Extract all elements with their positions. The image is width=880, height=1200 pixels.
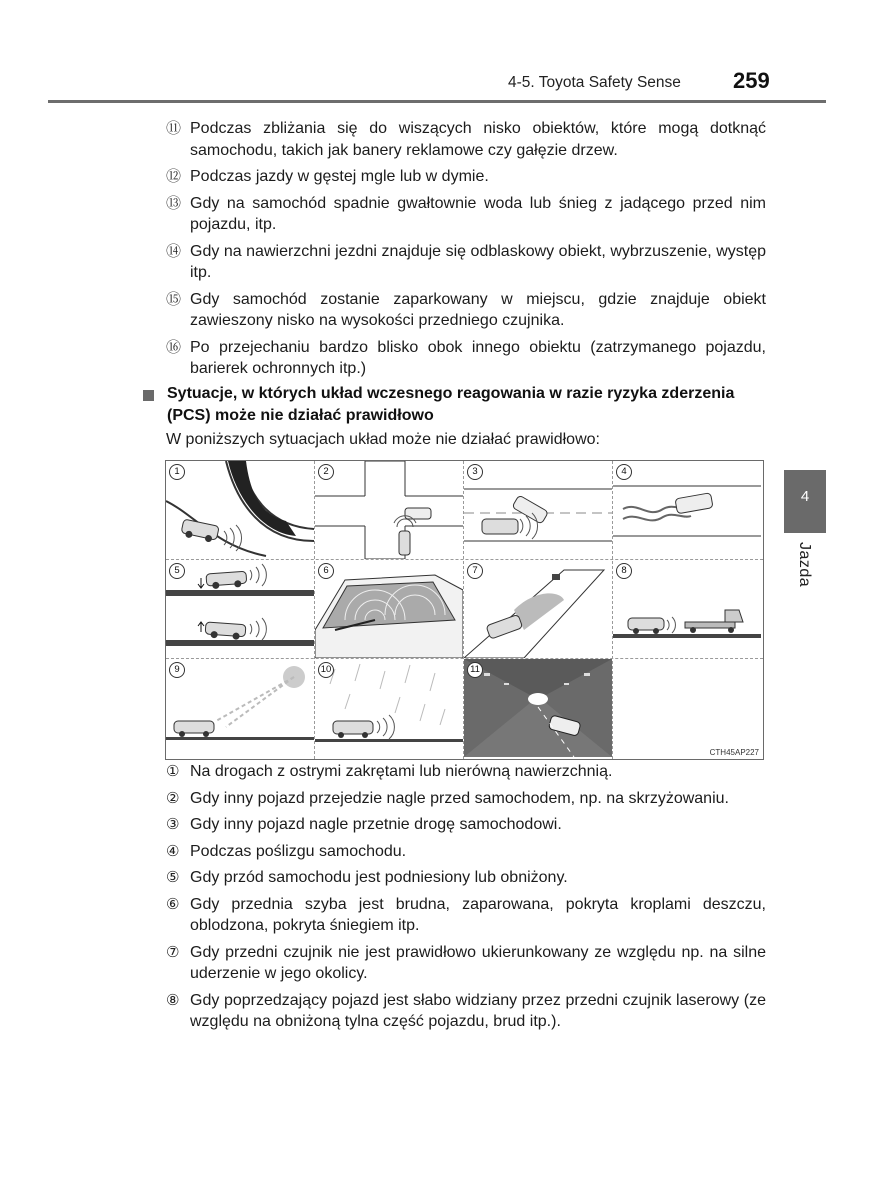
- item-number: ⑯: [166, 338, 182, 356]
- panel-10-bad-weather-illustration: [315, 659, 463, 757]
- item-text: Gdy na samochód spadnie gwałtownie woda lub śnieg z jadącego przed nim pojazdu, itp.: [190, 194, 766, 233]
- item-number: ⑫: [166, 168, 182, 185]
- panel-number: 7: [467, 563, 483, 579]
- panel-4-skid-illustration: [613, 461, 761, 559]
- item-number: ②: [166, 789, 180, 807]
- item-number: ⑭: [166, 242, 182, 260]
- item-text: Gdy poprzedzający pojazd jest słabo widziany przez przedni czujnik laserowy (ze względu na obniżoną tylna część pojazdu, brud itp.).: [190, 991, 766, 1030]
- item-number: ⑤: [166, 869, 180, 886]
- list-item: [166, 193, 766, 236]
- panel-6-windshield-illustration: [315, 560, 463, 658]
- panel-number: 9: [169, 662, 185, 678]
- panel-number: 4: [616, 464, 632, 480]
- header-rule: [48, 100, 826, 103]
- panel-number: 6: [318, 563, 334, 579]
- list-item: [166, 867, 766, 889]
- item-number: ⑥: [166, 895, 180, 913]
- item-number: ①: [166, 763, 180, 780]
- list-item: [166, 894, 766, 937]
- list-item: [166, 166, 766, 188]
- list-item: [166, 942, 766, 985]
- item-number: ⑮: [166, 290, 182, 308]
- item-text: Gdy inny pojazd przejedzie nagle przed samochodem, np. na skrzyżowaniu.: [190, 789, 729, 807]
- panel-7-sensor-misaligned-illustration: [464, 560, 612, 658]
- chapter-tab: [784, 470, 826, 533]
- item-number: ④: [166, 842, 180, 860]
- list-item: [166, 814, 766, 836]
- list-item: [166, 990, 766, 1033]
- panel-11-tunnel-illustration: [464, 659, 612, 757]
- list-item: [166, 788, 766, 810]
- list-item: [166, 241, 766, 284]
- section-heading-text: Sytuacje, w których układ wczesnego reagowania w razie ryzyka zderzenia (PCS) może nie działać prawidłowo: [167, 385, 735, 424]
- panel-2-intersection-illustration: [315, 461, 463, 559]
- item-text: Na drogach z ostrymi zakrętami lub nierówną nawierzchnią.: [190, 763, 613, 780]
- panel-number: 10: [318, 662, 334, 678]
- chapter-label: Jazda: [796, 542, 813, 588]
- item-text: Gdy na nawierzchni jezdni znajduje się odblaskowy obiekt, wybrzuszenie, występ itp.: [190, 242, 766, 281]
- item-text: Gdy przednia szyba jest brudna, zaparowana, pokryta kroplami deszczu, oblodzona, pokryta śniegiem itp.: [190, 895, 766, 934]
- list-item: [166, 289, 766, 332]
- section-heading: [143, 383, 765, 426]
- item-number: ③: [166, 816, 180, 833]
- panel-5-raised-lowered-illustration: [166, 560, 314, 658]
- item-number: ⑧: [166, 991, 180, 1009]
- list-item: [166, 337, 766, 380]
- list-item: [166, 118, 766, 161]
- item-text: Podczas zbliżania się do wiszących nisko obiektów, które mogą dotknąć samochodu, takich jak banery reklamowe czy gałęzie drzew.: [190, 120, 766, 159]
- panel-8-truck-ahead-illustration: [613, 560, 761, 658]
- item-text: Gdy inny pojazd nagle przetnie drogę samochodowi.: [190, 816, 562, 833]
- chapter-number: 4: [800, 488, 810, 505]
- panel-number: 8: [616, 563, 632, 579]
- item-text: Podczas poślizgu samochodu.: [190, 842, 407, 860]
- item-text: Gdy samochód zostanie zaparkowany w miejscu, gdzie znajduje obiekt zawieszony nisko na wysokości przedniego czujnika.: [190, 290, 766, 329]
- panel-number: 5: [169, 563, 185, 579]
- panel-number: 2: [318, 464, 334, 480]
- item-text: Gdy przedni czujnik nie jest prawidłowo ukierunkowany ze względu np. na silne uderzenie w jego okolicy.: [190, 943, 766, 982]
- figure-code: CTH45AP227: [709, 748, 759, 757]
- item-text: Gdy przód samochodu jest podniesiony lub obniżony.: [190, 869, 568, 886]
- section-intro: W poniższych sytuacjach układ może nie działać prawidłowo:: [166, 431, 600, 448]
- item-number: ⑦: [166, 943, 180, 961]
- panel-9-sun-glare-illustration: [166, 659, 314, 757]
- pcs-situations-figure: [165, 460, 764, 760]
- panel-number: 3: [467, 464, 483, 480]
- page-number: 259: [733, 68, 770, 93]
- item-number: ⑬: [166, 194, 182, 212]
- panel-number: 1: [169, 464, 185, 480]
- item-text: Po przejechaniu bardzo blisko obok innego obiektu (zatrzymanego pojazdu, barierek ochronnych itp.): [190, 338, 766, 377]
- panel-number: 11: [467, 662, 483, 678]
- bottom-condition-list: [166, 761, 766, 1038]
- item-number: ⑪: [166, 120, 182, 137]
- item-text: Podczas jazdy w gęstej mgle lub w dymie.: [190, 168, 489, 185]
- top-condition-list: [166, 118, 766, 385]
- list-item: [166, 841, 766, 863]
- list-item: [166, 761, 766, 783]
- panel-3-cut-in-illustration: [464, 461, 612, 559]
- panel-1-sharp-curve-illustration: [166, 461, 314, 559]
- running-header-section: 4-5. Toyota Safety Sense: [508, 74, 681, 91]
